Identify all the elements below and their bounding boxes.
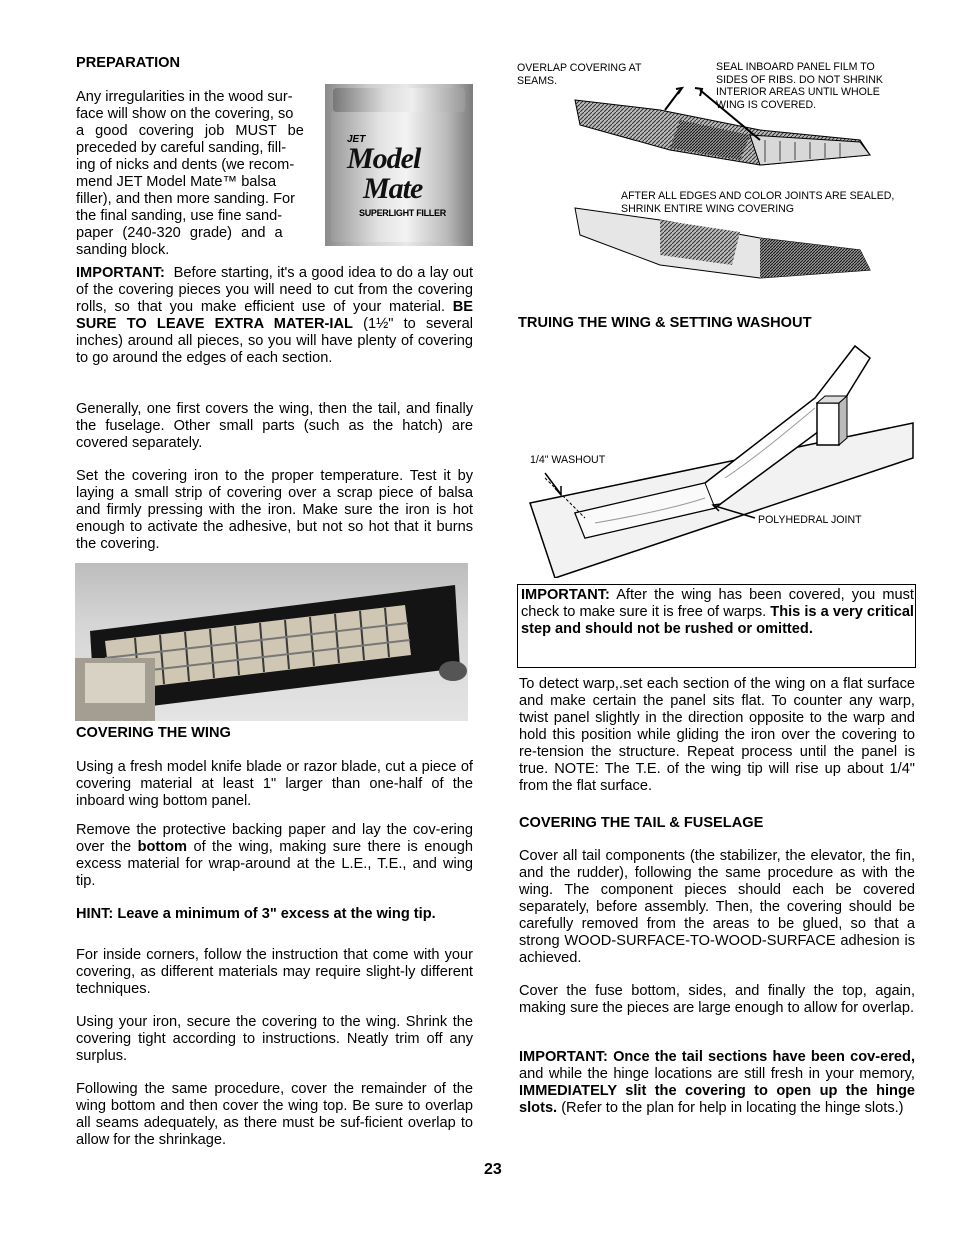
covering-wing-paragraph-1: Using a fresh model knife blade or razor blade, cut a piece of covering material at least 1" larger than one-half of the inboard wing bottom panel.	[76, 759, 473, 809]
text-line: ing of nicks and dents (we recom-	[76, 157, 295, 173]
tail-fuselage-heading: COVERING THE TAIL & FUSELAGE	[519, 815, 764, 831]
tail-important-text-1: and while the hinge locations are still fresh in your memory,	[519, 1066, 915, 1082]
polyhedral-joint-label: POLYHEDRAL JOINT	[758, 514, 862, 526]
paragraph-2-part-b: of the wing, making sure there is enough excess material for wrap-around at the L.E., T.E., and wing tip.	[76, 839, 473, 889]
model-mate-jar-photo	[325, 84, 473, 246]
covering-wing-hint: HINT: Leave a minimum of 3" excess at the wing tip.	[76, 906, 436, 922]
important-warp-box	[517, 584, 916, 668]
preparation-paragraph-4: Set the covering iron to the proper temperature. Test it by laying a small strip of covering over a scrap piece of balsa and firmly pressing with the iron. Make sure the iron is hot enough to activate the adhesive, but not so hot that it burns the covering.	[76, 468, 473, 552]
covering-wing-paragraph-3: For inside corners, follow the instruction that come with your covering, as different materials may require slight-ly different techniques.	[76, 947, 473, 997]
text-line: a good covering job MUST be	[76, 123, 304, 139]
tail-important-bold-1: IMPORTANT: Once the tail sections have been cov-ered,	[519, 1049, 915, 1065]
important-bold: BE SURE TO LEAVE EXTRA MATER-IAL	[76, 299, 473, 332]
tail-important-bold-2: IMMEDIATELY slit the covering to open up the hinge slots.	[519, 1083, 915, 1116]
washout-label: 1/4" WASHOUT	[530, 454, 606, 466]
jar-subtitle: SUPERLIGHT FILLER	[359, 208, 446, 218]
seal-label: SEAL INBOARD PANEL FILM TO SIDES OF RIBS. DO NOT SHRINK INTERIOR AREAS UNTIL WHOLE WING IS COVERED.	[716, 61, 883, 111]
tail-important-text-2: (Refer to the plan for help in locating the hinge slots.)	[561, 1100, 904, 1116]
covering-wing-paragraph-2	[76, 822, 473, 890]
important-box-body: After the wing has been covered, you must check to make sure it is free of warps.	[521, 587, 914, 620]
text-line: mend JET Model Mate™ balsa	[76, 174, 277, 190]
important-box-bold: This is a very critical step and should not be rushed or omitted.	[521, 604, 914, 637]
text-line: the final sanding, use fine sand-	[76, 208, 283, 224]
covering-wing-paragraph-5: Following the same procedure, cover the remainder of the wing bottom and then cover the wing top. Be sure to overlap all seams adequately, as there must be suf-ficient overlap to allow for the shrinkage.	[76, 1081, 473, 1148]
paragraph-2-bold: bottom	[137, 839, 188, 855]
warp-paragraph: To detect warp,.set each section of the wing on a flat surface and make certain the panel sits flat. To counter any warp, twist panel slightly in the direction opposite to the warp and hold this position while gliding the iron over the covering to re-tension the structure. Repeat process until the panel is true. NOTE: The T.E. of the wing tip will rise up about 1/4" from the flat surface.	[519, 676, 915, 794]
lower-wing-drawing	[575, 208, 870, 278]
important-text-2: (1½" to several inches) around all pieces, so you will have plenty of covering to go around the edges of each section.	[76, 316, 474, 366]
preparation-paragraph-3: Generally, one first covers the wing, then the tail, and finally the fuselage. Other small parts (such as the hatch) are covered separately.	[76, 401, 473, 451]
page-number: 23	[484, 1161, 502, 1178]
important-box-label: IMPORTANT:	[521, 587, 610, 603]
wing-covering-photo-art	[75, 563, 468, 721]
paragraph-2-part-a: Remove the protective backing paper and lay the cov-ering over the	[76, 822, 473, 855]
text-line: face will show on the covering, so	[76, 106, 294, 122]
text-line: Any irregularities in the wood sur-	[76, 89, 293, 105]
text-line: preceded by careful sanding, fill-	[76, 140, 287, 156]
covering-wing-heading: COVERING THE WING	[76, 725, 231, 741]
overlap-label: OVERLAP COVERING AT SEAMS.	[517, 62, 642, 87]
preparation-heading: PREPARATION	[76, 55, 181, 71]
preparation-important-paragraph	[76, 265, 473, 367]
jar-title-line-2: Mate	[363, 172, 423, 205]
truing-heading: TRUING THE WING & SETTING WASHOUT	[518, 315, 812, 331]
preparation-paragraph-1	[76, 89, 321, 259]
after-sealed-label: AFTER ALL EDGES AND COLOR JOINTS ARE SEALED, SHRINK ENTIRE WING COVERING	[621, 190, 895, 215]
text-line: filler), and then more sanding. For	[76, 191, 296, 207]
text-line: sanding block.	[76, 242, 170, 258]
tail-important-paragraph	[519, 1049, 915, 1117]
jar-title-line-1: Model	[347, 142, 421, 175]
jar-brand: JET	[347, 134, 366, 145]
text-line: paper (240-320 grade) and a	[76, 225, 283, 241]
wing-covering-photo	[75, 563, 468, 721]
important-box-text	[521, 587, 914, 638]
important-label: IMPORTANT:	[76, 265, 165, 281]
tail-paragraph-1: Cover all tail components (the stabilizer, the elevator, the fin, and the rudder), following the same procedure as with the wing. The component pieces should each be covered separately, before assembly. Then, the covering should be carefully removed from the areas to be glued, so that a strong WOOD-SURFACE-TO-WOOD-SURFACE adhesion is achieved.	[519, 848, 915, 966]
tail-paragraph-2: Cover the fuse bottom, sides, and finally the top, again, making sure the pieces are large enough to allow for overlap.	[519, 983, 915, 1016]
covering-wing-paragraph-4: Using your iron, secure the covering to the wing. Shrink the covering tight according to instructions. Neatly trim off any surplus.	[76, 1014, 473, 1064]
important-text-1: Before starting, it's a good idea to do a lay out of the covering pieces you will need to cut from the covering rolls, so that you make efficient use of your material.	[76, 265, 473, 315]
upper-wing-drawing	[575, 88, 870, 165]
